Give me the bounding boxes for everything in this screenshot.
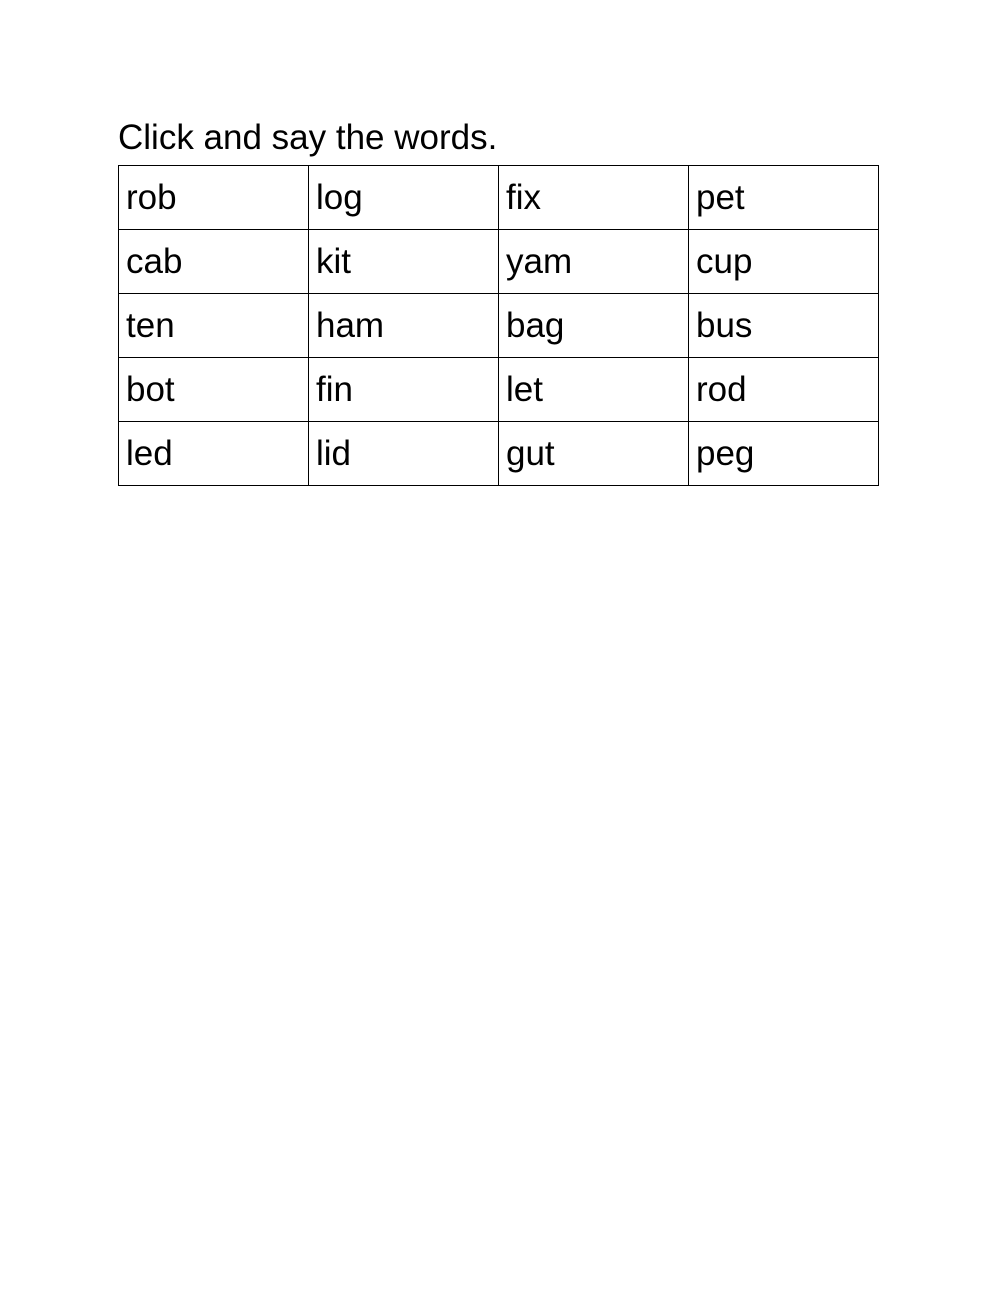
table-row — [119, 230, 879, 294]
word-cell[interactable]: gut — [499, 422, 689, 486]
word-cell[interactable]: pet — [689, 166, 879, 230]
word-cell[interactable]: lid — [309, 422, 499, 486]
instruction-heading: Click and say the words. — [118, 118, 498, 157]
word-cell[interactable]: let — [499, 358, 689, 422]
word-cell[interactable]: kit — [309, 230, 499, 294]
table-row — [119, 166, 879, 230]
word-table — [118, 165, 879, 486]
word-cell[interactable]: fix — [499, 166, 689, 230]
word-cell[interactable]: rod — [689, 358, 879, 422]
word-cell[interactable]: bot — [119, 358, 309, 422]
table-row — [119, 358, 879, 422]
word-cell[interactable]: rob — [119, 166, 309, 230]
word-cell[interactable]: ten — [119, 294, 309, 358]
table-row — [119, 294, 879, 358]
word-cell[interactable]: fin — [309, 358, 499, 422]
table-row — [119, 422, 879, 486]
word-cell[interactable]: cup — [689, 230, 879, 294]
word-cell[interactable]: log — [309, 166, 499, 230]
word-cell[interactable]: bag — [499, 294, 689, 358]
word-cell[interactable]: led — [119, 422, 309, 486]
word-cell[interactable]: ham — [309, 294, 499, 358]
word-cell[interactable]: bus — [689, 294, 879, 358]
word-cell[interactable]: cab — [119, 230, 309, 294]
word-cell[interactable]: peg — [689, 422, 879, 486]
word-cell[interactable]: yam — [499, 230, 689, 294]
